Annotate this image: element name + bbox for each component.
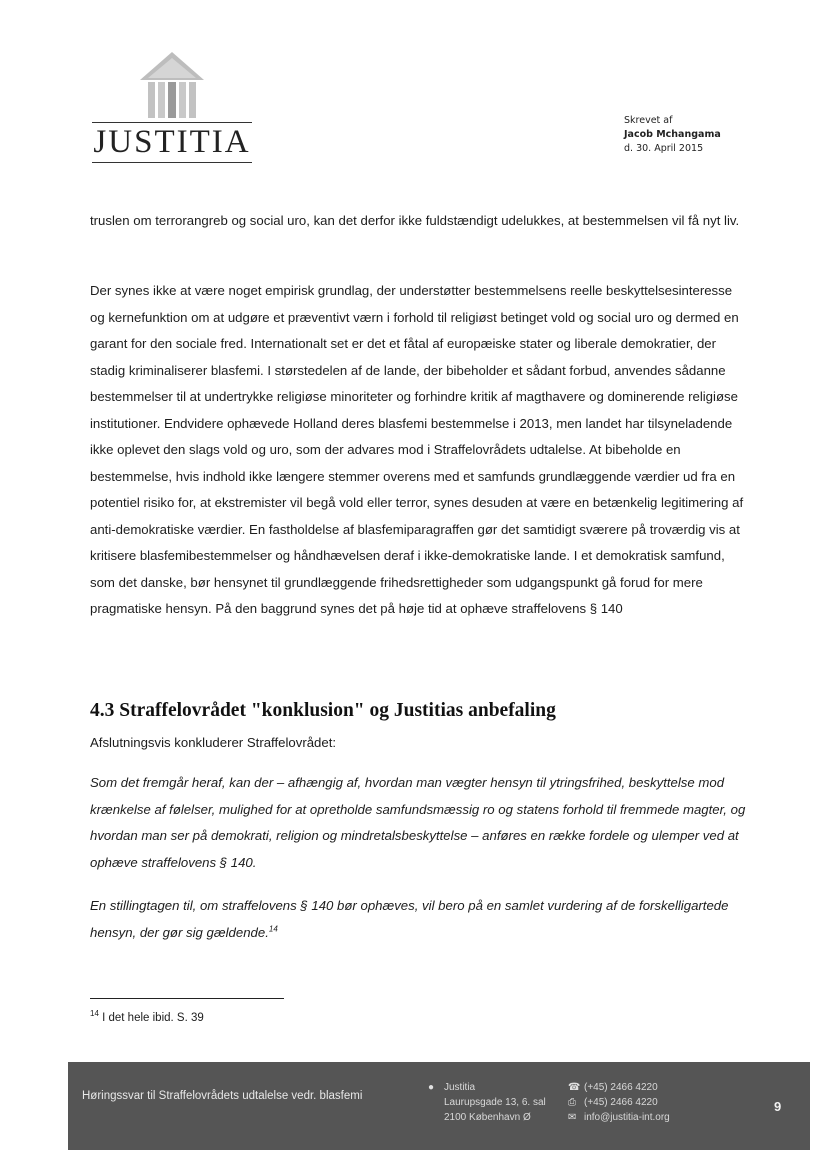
section-intro: Afslutningsvis konkluderer Straffelovrådet: [90,735,337,750]
quote-paragraph-1: Som det fremgår heraf, kan der – afhængig af, hvordan man vægter hensyn til ytringsfrihed, beskyttelse mod krænkelse af følelser, mulighed for at opretholde samfundsmæssig ro og statens forhold til fremmede magter, og hvordan man ser på demokrati, religion og mindretalsbeskyttelse – anføres en række fordele og ulemper ved at ophæve straffelovens § 140. [90,775,746,870]
quote-paragraph-2 [90,893,750,946]
logo-rule-bottom [92,162,252,163]
author-block [624,114,721,156]
justitia-logo [88,50,256,168]
page-number: 9 [774,1099,782,1114]
footnote [90,1009,204,1024]
footnote-number: 14 [90,1009,99,1019]
email-icon: ✉ [568,1112,577,1123]
author-label: Skrevet af [624,115,673,126]
page-footer [68,1062,810,1150]
footer-org: Justitia [444,1082,476,1093]
fax-icon: ⎙ [568,1097,576,1108]
section-heading: 4.3 Straffelovrådet "konklusion" og Justitias anbefaling [90,700,556,721]
footer-email[interactable]: info@justitia-int.org [584,1112,670,1123]
footnote-reference[interactable]: 14 [268,924,278,934]
pillar-logo-icon [134,50,210,120]
footer-street: Laurupsgade 13, 6. sal [444,1097,546,1108]
author-date: d. 30. April 2015 [624,143,704,154]
location-pin-icon: ● [428,1082,435,1093]
footer-contact [568,1080,670,1125]
footnote-text: I det hele ibid. S. 39 [102,1012,204,1024]
quote-paragraph-2-text: En stillingtagen til, om straffelovens § 140 bør ophæves, vil bero på en samlet vurdering af de forskelligartede hensyn, der gør sig gældende. [90,898,729,940]
footer-city: 2100 København Ø [444,1112,531,1123]
footer-phone[interactable]: (+45) 2466 4220 [584,1082,658,1093]
author-name: Jacob Mchangama [624,129,721,140]
logo-rule-top [92,122,252,123]
footer-address [428,1080,546,1125]
body-paragraph-2: Der synes ikke at være noget empirisk grundlag, der understøtter bestemmelsens reelle beskyttelsesinteresse og kernefunktion om at udgøre et præventivt værn i forhold til religiøst betinget vold og social uro og dermed en garant for den sociale fred. Internationalt set er det et fåtal af europæiske stater og liberale demokratier, der stadig kriminaliserer blasfemi. I størstedelen af de lande, der bibeholder et sådant forbud, anvendes sådanne bestemmelser til at undertrykke religiøse minoriteter og forhindre kritik af magthavere og dominerende religiøse institutioner. Endvidere ophævede Holland deres blasfemi bestemmelse i 2013, men landet har tilsyneladende ikke oplevet den slags vold og uro, som der advares mod i Straffelovrådets udtalelse. At bibeholde en bestemmelse, hvis indhold ikke længere stemmer overens med et samfunds grundlæggende værdier ud fra en potentiel risiko for, at ekstremister vil begå vold eller terror, synes desuden at være en betænkelig legitimering af anti-demokratiske værdier. En fastholdelse af blasfemiparagraffen gør det samtidigt sværere på troværdig vis at kritisere blasfemibestemmelser og håndhævelsen deraf i ikke-demokratiske lande. I et demokratisk samfund, som det danske, bør hensynet til grundlæggende frihedsrettigheder som udgangspunkt gå forud for mere pragmatiske hensyn. På den baggrund synes det på høje tid at ophæve straffelovens § 140 [90,283,744,616]
footer-document-title: Høringssvar til Straffelovrådets udtalelse vedr. blasfemi [82,1090,363,1102]
body-paragraph-1: truslen om terrorangreb og social uro, kan det derfor ikke fuldstændigt udelukkes, at bestemmelsen vil få nyt liv. [90,213,740,228]
logo-text: JUSTITIA [93,124,251,160]
footer-fax: (+45) 2466 4220 [584,1097,658,1108]
footnote-divider [90,998,284,999]
phone-icon: ☎ [568,1082,581,1093]
